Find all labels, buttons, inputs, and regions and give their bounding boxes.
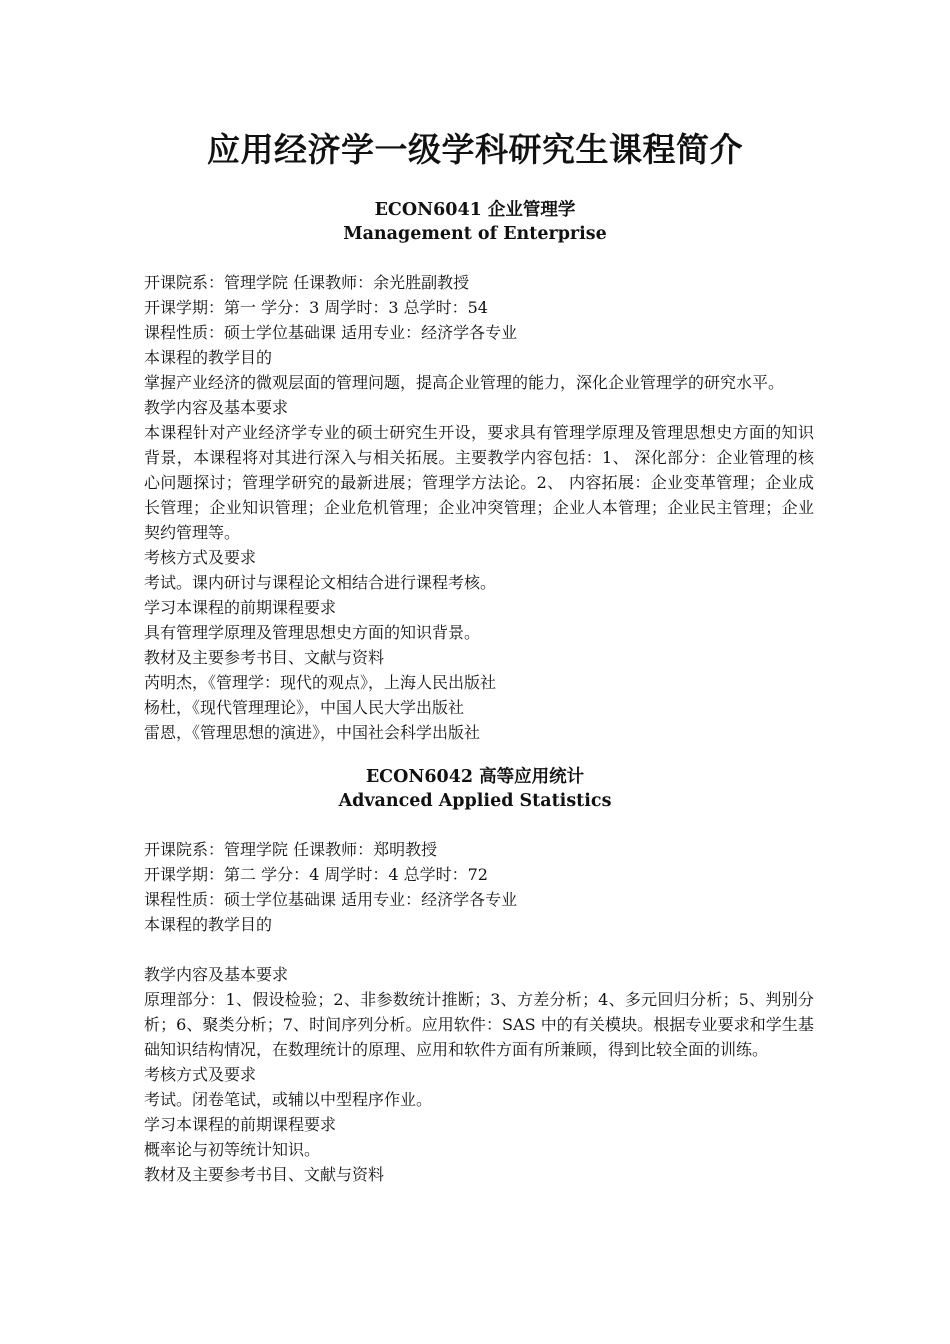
course-code: ECON6042 [365,767,474,787]
document-title: 应用经济学一级学科研究生课程简介 [207,130,743,169]
course-name-cn: 高等应用统计 [479,767,585,787]
references-heading: 教材及主要参考书目、文献与资料 [144,1165,385,1184]
prereq-text: 具有管理学原理及管理思想史方面的知识背景。 [144,623,481,642]
content-text: 原理部分：1、假设检验；2、非参数统计推断；3、方差分析；4、多元回归分析；5、判别分析；6、聚类分析；7、时间序列分析。应用软件：SAS 中的有关模块。根据专业要求和学生基础知识结构情况，在数理统计的原理、应用和软件方面有所兼顾，得到比较全面的训练。 [144,990,814,1059]
prereq-text: 概率论与初等统计知识。 [144,1140,321,1159]
course-code-title [0,765,950,789]
course-header [0,198,950,246]
assessment-text: 考试。闭卷笔试，或辅以中型程序作业。 [144,1090,433,1109]
course-header [0,765,950,813]
reference-item: 芮明杰，《管理学：现代的观点》，上海人民出版社 [144,673,497,692]
objective-heading: 本课程的教学目的 [144,348,273,367]
course-info-line: 开课院系：管理学院 任课教师：余光胜副教授 [144,273,470,292]
course-section [144,198,814,745]
course-info-line: 开课院系：管理学院 任课教师：郑明教授 [144,840,438,859]
course-body [144,270,814,745]
objective-text: 掌握产业经济的微观层面的管理问题，提高企业管理的能力，深化企业管理学的研究水平。 [144,373,785,392]
course-info-line: 开课学期：第二 学分：4 周学时：4 总学时：72 [144,865,488,884]
content-text: 本课程针对产业经济学专业的硕士研究生开设，要求具有管理学原理及管理思想史方面的知识背景，本课程将对其进行深入与相关拓展。主要教学内容包括：1、 深化部分：企业管理的核心问题探讨；管理学研究的最新进展；管理学方法论。2、 内容拓展：企业变革管理；企业成长管理；企业知识管理；企业危机管理；企业冲突管理；企业人本管理；企业民主管理；企业契约管理等。 [144,423,814,542]
prereq-heading: 学习本课程的前期课程要求 [144,598,337,617]
course-code: ECON6041 [374,200,482,220]
reference-item: 雷恩，《管理思想的演进》，中国社会科学出版社 [144,723,481,742]
assessment-text: 考试。课内研讨与课程论文相结合进行课程考核。 [144,573,497,592]
references-heading: 教材及主要参考书目、文献与资料 [144,648,385,667]
reference-item: 杨杜，《现代管理理论》，中国人民大学出版社 [144,698,465,717]
objective-text [144,937,814,962]
course-section [144,765,814,1187]
course-name-cn: 企业管理学 [487,200,576,220]
course-code-title [0,198,950,222]
course-info-line: 课程性质：硕士学位基础课 适用专业：经济学各专业 [144,323,518,342]
course-info-line: 开课学期：第一 学分：3 周学时：3 总学时：54 [144,298,488,317]
course-name-en: Advanced Applied Statistics [338,791,612,811]
assessment-heading: 考核方式及要求 [144,1065,257,1084]
content-heading: 教学内容及基本要求 [144,965,289,984]
content-heading: 教学内容及基本要求 [144,398,289,417]
objective-heading: 本课程的教学目的 [144,915,273,934]
course-body [144,837,814,1187]
course-info-line: 课程性质：硕士学位基础课 适用专业：经济学各专业 [144,890,518,909]
assessment-heading: 考核方式及要求 [144,548,257,567]
course-name-en: Management of Enterprise [343,224,607,244]
prereq-heading: 学习本课程的前期课程要求 [144,1115,337,1134]
